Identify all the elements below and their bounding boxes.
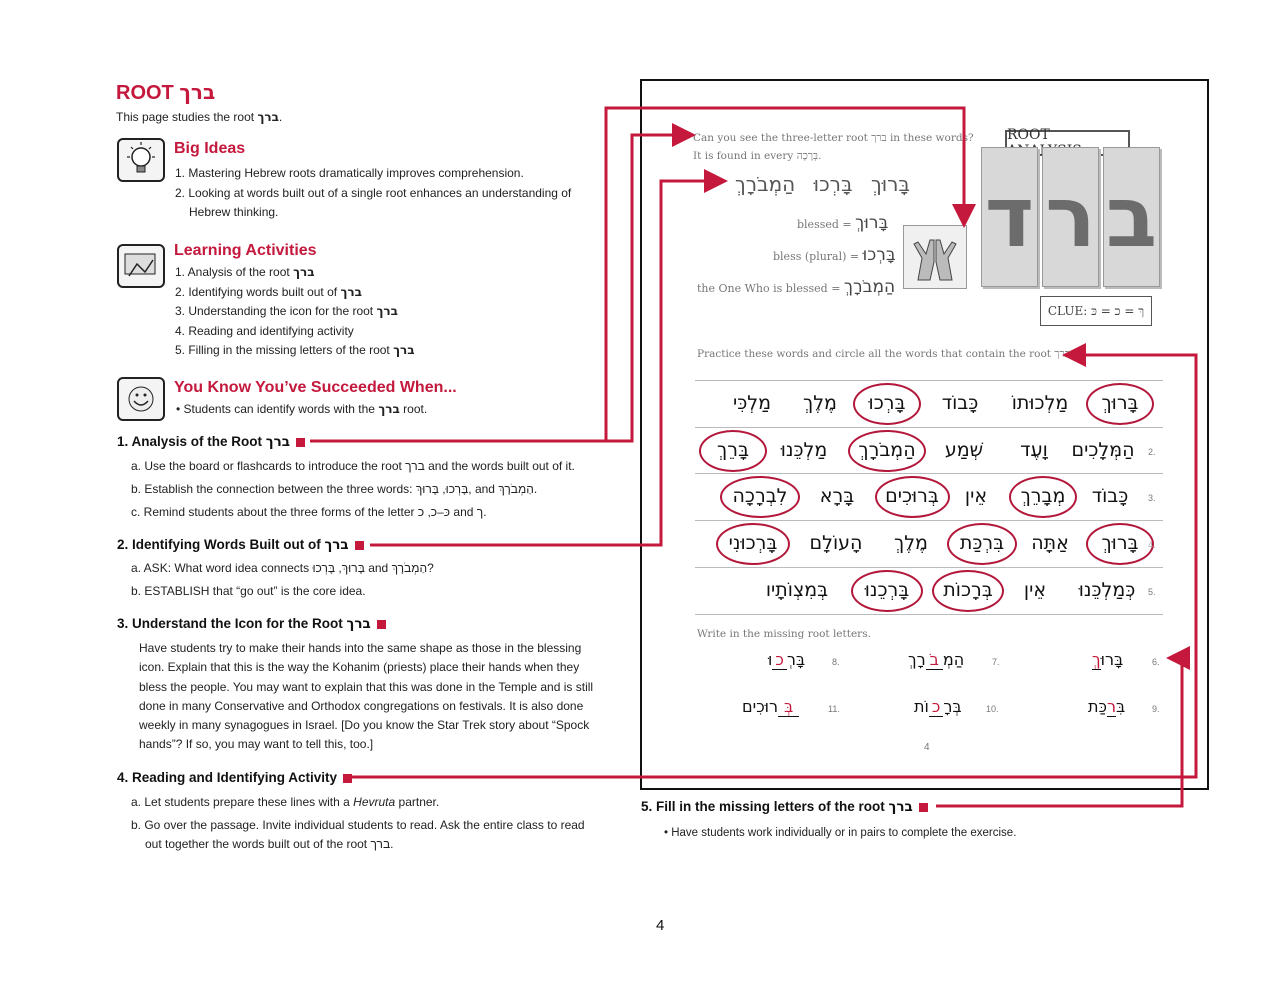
- hebrew-word: כָּבוֹד: [941, 392, 979, 414]
- practice-instruction: Practice these words and circle all the words that contain the root ברך: [697, 348, 1070, 360]
- hebrew-word: שְׁמַע: [944, 439, 984, 461]
- row-number: 5.: [1148, 587, 1156, 597]
- hebrew-word: כָּבוֹד: [1091, 485, 1129, 507]
- list-item: 1. Mastering Hebrew roots dramatically improves comprehension.: [175, 166, 524, 180]
- list-item: c. Remind students about the three forms of the letter כּ–כ, כ and ך.: [131, 505, 487, 519]
- divider: [695, 520, 1163, 521]
- section-2-list: [131, 557, 434, 603]
- hebrew-word: בָּרְכוּ: [868, 392, 906, 414]
- hebrew-word: בָּרוּךְ: [1101, 532, 1139, 554]
- section-2-heading: 2. Identifying Words Built out of ברך: [117, 537, 364, 553]
- page-number: 4: [656, 917, 665, 934]
- hebrew-word: בָּרְכוּנִי: [728, 532, 778, 554]
- hebrew-word: אֵין: [964, 485, 988, 507]
- hebrew-word: מֶלֶךְ: [894, 532, 928, 554]
- hebrew-word: בָּרְכוּ: [813, 172, 853, 196]
- hebrew-word: מְבָרֵךְ: [1020, 485, 1066, 507]
- divider: [695, 473, 1163, 474]
- hebrew-word: בָּרֵךְ: [717, 439, 749, 461]
- row-number: 6.: [1152, 657, 1160, 667]
- panel-question-line1: Can you see the three-letter root ברך in these words?: [693, 132, 974, 144]
- succeeded-item: • Students can identify words with the ברך root.: [176, 402, 428, 416]
- divider: [695, 614, 1163, 615]
- list-item: Hebrew thinking.: [189, 205, 279, 219]
- section-4-list: [131, 791, 585, 856]
- hebrew-word: הַמְבֹרָךְ: [858, 439, 916, 461]
- section-1-list: [131, 455, 575, 524]
- definition-row: the One Who is blessed = הַמְבֹרָךְ: [697, 277, 896, 297]
- row-number: 8.: [832, 657, 840, 667]
- hebrew-word: אֵין: [1023, 579, 1047, 601]
- row-number: 4.: [1148, 540, 1156, 550]
- succeeded-heading: You Know You’ve Succeeded When...: [174, 379, 457, 396]
- learning-activities-heading: Learning Activities: [174, 242, 317, 259]
- row-number: 3.: [1148, 493, 1156, 503]
- fill-item: בָּרוּךְ: [1092, 650, 1124, 669]
- success-icon: [117, 377, 165, 421]
- activity-icon: [117, 244, 165, 288]
- fill-item: בְּרוּכִים: [742, 697, 799, 716]
- panel-top-words: [735, 172, 910, 196]
- hebrew-word: בָּרוּךְ: [1101, 392, 1139, 414]
- lightbulb-icon: [117, 138, 165, 182]
- hebrew-word: מֶלֶךְ: [803, 392, 837, 414]
- section-1-heading: 1. Analysis of the Root ברך: [117, 434, 305, 450]
- row-number: 10.: [986, 704, 999, 714]
- clue-box: CLUE: ךּ = כ = כּ: [1040, 296, 1152, 326]
- hebrew-word: וָעֶד: [1020, 439, 1048, 461]
- marker-square: [919, 803, 928, 812]
- hebrew-word: בָּרוּךְ: [870, 172, 910, 196]
- hebrew-word: בִּרְכַּת: [959, 532, 1005, 554]
- section-4-heading: 4. Reading and Identifying Activity: [117, 770, 352, 785]
- root-letter-card: ד: [981, 147, 1038, 287]
- missing-instruction: Write in the missing root letters.: [697, 628, 871, 640]
- row-number: 7.: [992, 657, 1000, 667]
- page-subtitle: This page studies the root ברך.: [116, 110, 283, 124]
- divider: [695, 427, 1163, 428]
- hebrew-word: מַלְכוּתוֹ: [1011, 392, 1069, 414]
- fill-item: בְּרָכוֹת: [914, 697, 962, 716]
- list-item: b. Go over the passage. Invite individual students to read. Ask the entire class to read: [131, 818, 585, 832]
- fill-item: הַמְבֹרָךְ: [908, 650, 965, 669]
- definition-row: blessed = בָּרוּךְ: [797, 213, 889, 233]
- big-ideas-list: [175, 164, 571, 223]
- definition-row: bless (plural) = בָּרְכוּ: [773, 245, 896, 265]
- list-item: 3. Understanding the icon for the root ברך: [175, 304, 398, 318]
- list-item: 1. Analysis of the root ברך: [175, 265, 315, 279]
- hebrew-word: בְּרוּכִים: [885, 485, 939, 507]
- list-item: out together the words built out of the root ברך.: [145, 837, 394, 851]
- inner-page-number: 4: [924, 742, 930, 753]
- learning-activities-list: [175, 263, 415, 361]
- marker-square: [343, 774, 352, 783]
- row-number: 11.: [828, 704, 840, 714]
- hebrew-word: בָּרְכֵנוּ: [864, 579, 910, 601]
- hebrew-word: הָעוֹלָם: [809, 532, 863, 554]
- marker-square: [355, 541, 364, 550]
- list-item: a. Let students prepare these lines with a Hevruta partner.: [131, 795, 440, 809]
- list-item: a. Use the board or flashcards to introduce the root ברך and the words built out of it.: [131, 459, 575, 473]
- hebrew-word: הַמְּלָכִים: [1071, 439, 1135, 461]
- fill-item: בִּרכַּת: [1088, 697, 1126, 716]
- hebrew-word: בְּמִצְוֹתָיו: [765, 579, 829, 601]
- list-item: b. ESTABLISH that “go out” is the core idea.: [131, 584, 366, 598]
- divider: [695, 380, 1163, 381]
- list-item: a. ASK: What word idea connects בָּרוּךְ, בָּרְכוּ and הַמְבֹרָךְ?: [131, 561, 434, 575]
- row-number: 2.: [1148, 447, 1156, 457]
- marker-square: [377, 620, 386, 629]
- list-item: 2. Looking at words built out of a single root enhances an understanding of: [175, 185, 572, 200]
- blessing-hands-icon: [903, 225, 967, 289]
- big-ideas-heading: Big Ideas: [174, 140, 246, 157]
- section-3-heading: 3. Understand the Icon for the Root ברך: [117, 616, 386, 632]
- hebrew-word: הַמְבֹרָךְ: [735, 172, 796, 196]
- fill-item: בָּרְכוּ: [768, 650, 806, 669]
- root-analysis-label: ROOT: [1005, 130, 1130, 156]
- page-title: ROOT ברך: [116, 80, 216, 104]
- marker-square: [296, 438, 305, 447]
- root-letter-card: ב: [1103, 147, 1160, 287]
- hebrew-word: מַלְכֵּנוּ: [780, 439, 828, 461]
- hebrew-word: לִבְרָכָה: [732, 485, 788, 507]
- divider: [695, 567, 1163, 568]
- section-5-heading: 5. Fill in the missing letters of the root ברך: [641, 799, 928, 815]
- list-item: 2. Identifying words built out of ברך: [175, 284, 362, 299]
- list-item: b. Establish the connection between the three words: בָּרְכוּ, בָּרוּךְ, and הַמְבֹרָךְ.: [131, 482, 538, 496]
- section-5-item: • Have students work individually or in pairs to complete the exercise.: [664, 827, 1017, 839]
- list-item: 4. Reading and identifying activity: [175, 323, 354, 338]
- hebrew-word: מַלְכִּי: [733, 392, 771, 414]
- hebrew-word: בְּרָכוֹת: [943, 579, 993, 601]
- list-item: 5. Filling in the missing letters of the root ברך: [175, 343, 415, 357]
- root-letter-card: ר: [1042, 147, 1099, 287]
- hebrew-word: כְּמַלְכֵּנוּ: [1078, 579, 1136, 601]
- hebrew-word: אַתָּה: [1031, 532, 1069, 554]
- section-3-paragraph: Have students try to make their hands into the same shape as those in the blessing icon. Explain that this is the way the Kohanim (priests) place their hands when they bless the people. You may want to explain that this was done in the Temple and is still done in many Conservative and Orthodox congregations on festivals. It is also done weekly in many synagogues in Israel. [Do you know the Star Trek story about “Spock hands”? If so, you may want to tell this, too.]: [139, 641, 594, 752]
- row-number: 9.: [1152, 704, 1160, 714]
- panel-question-line2: It is found in every בְּרָכָה.: [693, 150, 822, 162]
- hebrew-word: בָּרָא: [819, 485, 855, 507]
